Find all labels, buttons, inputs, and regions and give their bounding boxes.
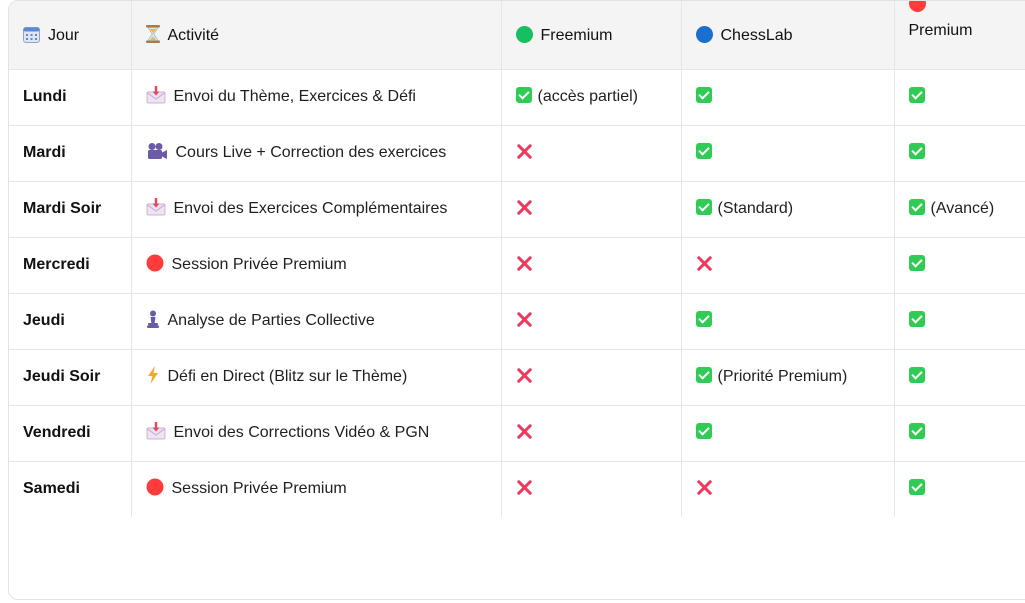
activity-cell xyxy=(131,126,501,182)
cross-icon xyxy=(516,311,532,327)
freemium-cell xyxy=(501,406,681,462)
header-day-label: Jour xyxy=(48,27,80,44)
activity-label: Cours Live + Correction des exercices xyxy=(175,144,447,161)
header-activity-label: Activité xyxy=(167,27,220,44)
header-freemium-label: Freemium xyxy=(540,27,613,44)
check-icon xyxy=(909,479,925,495)
freemium-cell xyxy=(501,126,681,182)
green-circle-icon xyxy=(516,26,533,43)
day-label: Mardi Soir xyxy=(23,200,102,217)
activity-label: Envoi des Exercices Complémentaires xyxy=(173,200,448,217)
day-cell xyxy=(9,294,131,350)
activity-cell xyxy=(131,350,501,406)
chess-pawn-icon xyxy=(146,309,160,339)
cross-icon xyxy=(516,255,532,271)
calendar-icon xyxy=(23,24,40,54)
activity-label: Défi en Direct (Blitz sur le Thème) xyxy=(167,368,408,385)
premium-cell xyxy=(894,238,1025,294)
activity-label: Session Privée Premium xyxy=(171,256,347,273)
day-label: Jeudi xyxy=(23,312,65,329)
envelope-arrow-icon xyxy=(146,85,166,115)
premium-cell xyxy=(894,70,1025,126)
day-label: Lundi xyxy=(23,88,67,105)
day-label: Samedi xyxy=(23,480,80,497)
day-cell xyxy=(9,350,131,406)
chesslab-note: (Priorité Premium) xyxy=(717,368,848,385)
activity-cell xyxy=(131,70,501,126)
table-row xyxy=(9,406,1025,462)
lightning-icon xyxy=(146,365,160,395)
premium-cell xyxy=(894,126,1025,182)
premium-cell xyxy=(894,294,1025,350)
premium-cell xyxy=(894,406,1025,462)
freemium-cell xyxy=(501,238,681,294)
schedule-table xyxy=(9,1,1025,517)
schedule-table-container xyxy=(8,0,1025,600)
day-cell xyxy=(9,462,131,518)
check-icon xyxy=(696,423,712,439)
check-icon xyxy=(909,423,925,439)
check-icon xyxy=(909,367,925,383)
activity-cell xyxy=(131,462,501,518)
header-premium-label: Premium xyxy=(908,22,973,39)
chesslab-cell xyxy=(681,294,894,350)
chesslab-cell xyxy=(681,238,894,294)
day-cell xyxy=(9,406,131,462)
chesslab-cell xyxy=(681,70,894,126)
activity-cell xyxy=(131,182,501,238)
chesslab-cell xyxy=(681,462,894,518)
activity-label: Analyse de Parties Collective xyxy=(167,312,375,329)
header-freemium xyxy=(501,1,681,70)
freemium-cell xyxy=(501,70,681,126)
day-label: Mercredi xyxy=(23,256,90,273)
premium-cell xyxy=(894,182,1025,238)
check-icon xyxy=(909,199,925,215)
header-activity xyxy=(131,1,501,70)
header-chesslab xyxy=(681,1,894,70)
envelope-arrow-icon xyxy=(146,197,166,227)
check-icon xyxy=(909,87,925,103)
table-row xyxy=(9,238,1025,294)
check-icon xyxy=(696,367,712,383)
check-icon xyxy=(696,87,712,103)
freemium-note: (accès partiel) xyxy=(537,88,638,105)
table-row xyxy=(9,462,1025,518)
cross-icon xyxy=(696,479,712,495)
chesslab-cell xyxy=(681,350,894,406)
premium-cell xyxy=(894,350,1025,406)
day-label: Vendredi xyxy=(23,424,91,441)
activity-label: Envoi du Thème, Exercices & Défi xyxy=(173,88,416,105)
check-icon xyxy=(909,311,925,327)
premium-note: (Avancé) xyxy=(930,200,995,217)
activity-cell xyxy=(131,238,501,294)
header-premium xyxy=(894,1,1025,70)
chesslab-note: (Standard) xyxy=(717,200,794,217)
cross-icon xyxy=(516,143,532,159)
cross-icon xyxy=(516,199,532,215)
table-row xyxy=(9,182,1025,238)
chesslab-cell xyxy=(681,126,894,182)
chesslab-cell xyxy=(681,182,894,238)
header-chesslab-label: ChessLab xyxy=(720,27,793,44)
hourglass-icon xyxy=(146,24,160,54)
activity-label: Session Privée Premium xyxy=(171,480,347,497)
activity-cell xyxy=(131,406,501,462)
check-icon xyxy=(909,143,925,159)
cross-icon xyxy=(516,479,532,495)
blue-circle-icon xyxy=(696,26,713,43)
check-icon xyxy=(909,255,925,271)
freemium-cell xyxy=(501,294,681,350)
cross-icon xyxy=(696,255,712,271)
activity-label: Envoi des Corrections Vidéo & PGN xyxy=(173,424,430,441)
check-icon xyxy=(696,199,712,215)
check-icon xyxy=(516,87,532,103)
check-icon xyxy=(696,311,712,327)
header-day xyxy=(9,1,131,70)
table-row xyxy=(9,70,1025,126)
day-cell xyxy=(9,238,131,294)
red-circle-icon xyxy=(146,253,164,283)
premium-cell xyxy=(894,462,1025,518)
freemium-cell xyxy=(501,182,681,238)
cross-icon xyxy=(516,367,532,383)
table-header-row xyxy=(9,1,1025,70)
check-icon xyxy=(696,143,712,159)
cross-icon xyxy=(516,423,532,439)
chesslab-cell xyxy=(681,406,894,462)
day-cell xyxy=(9,70,131,126)
freemium-cell xyxy=(501,350,681,406)
table-row xyxy=(9,294,1025,350)
day-cell xyxy=(9,182,131,238)
day-label: Mardi xyxy=(23,144,66,161)
day-cell xyxy=(9,126,131,182)
red-circle-icon xyxy=(146,477,164,507)
envelope-arrow-icon xyxy=(146,421,166,451)
table-row xyxy=(9,126,1025,182)
red-circle-icon xyxy=(909,0,926,12)
video-camera-icon xyxy=(146,141,168,171)
day-label: Jeudi Soir xyxy=(23,368,101,385)
activity-cell xyxy=(131,294,501,350)
freemium-cell xyxy=(501,462,681,518)
table-row xyxy=(9,350,1025,406)
